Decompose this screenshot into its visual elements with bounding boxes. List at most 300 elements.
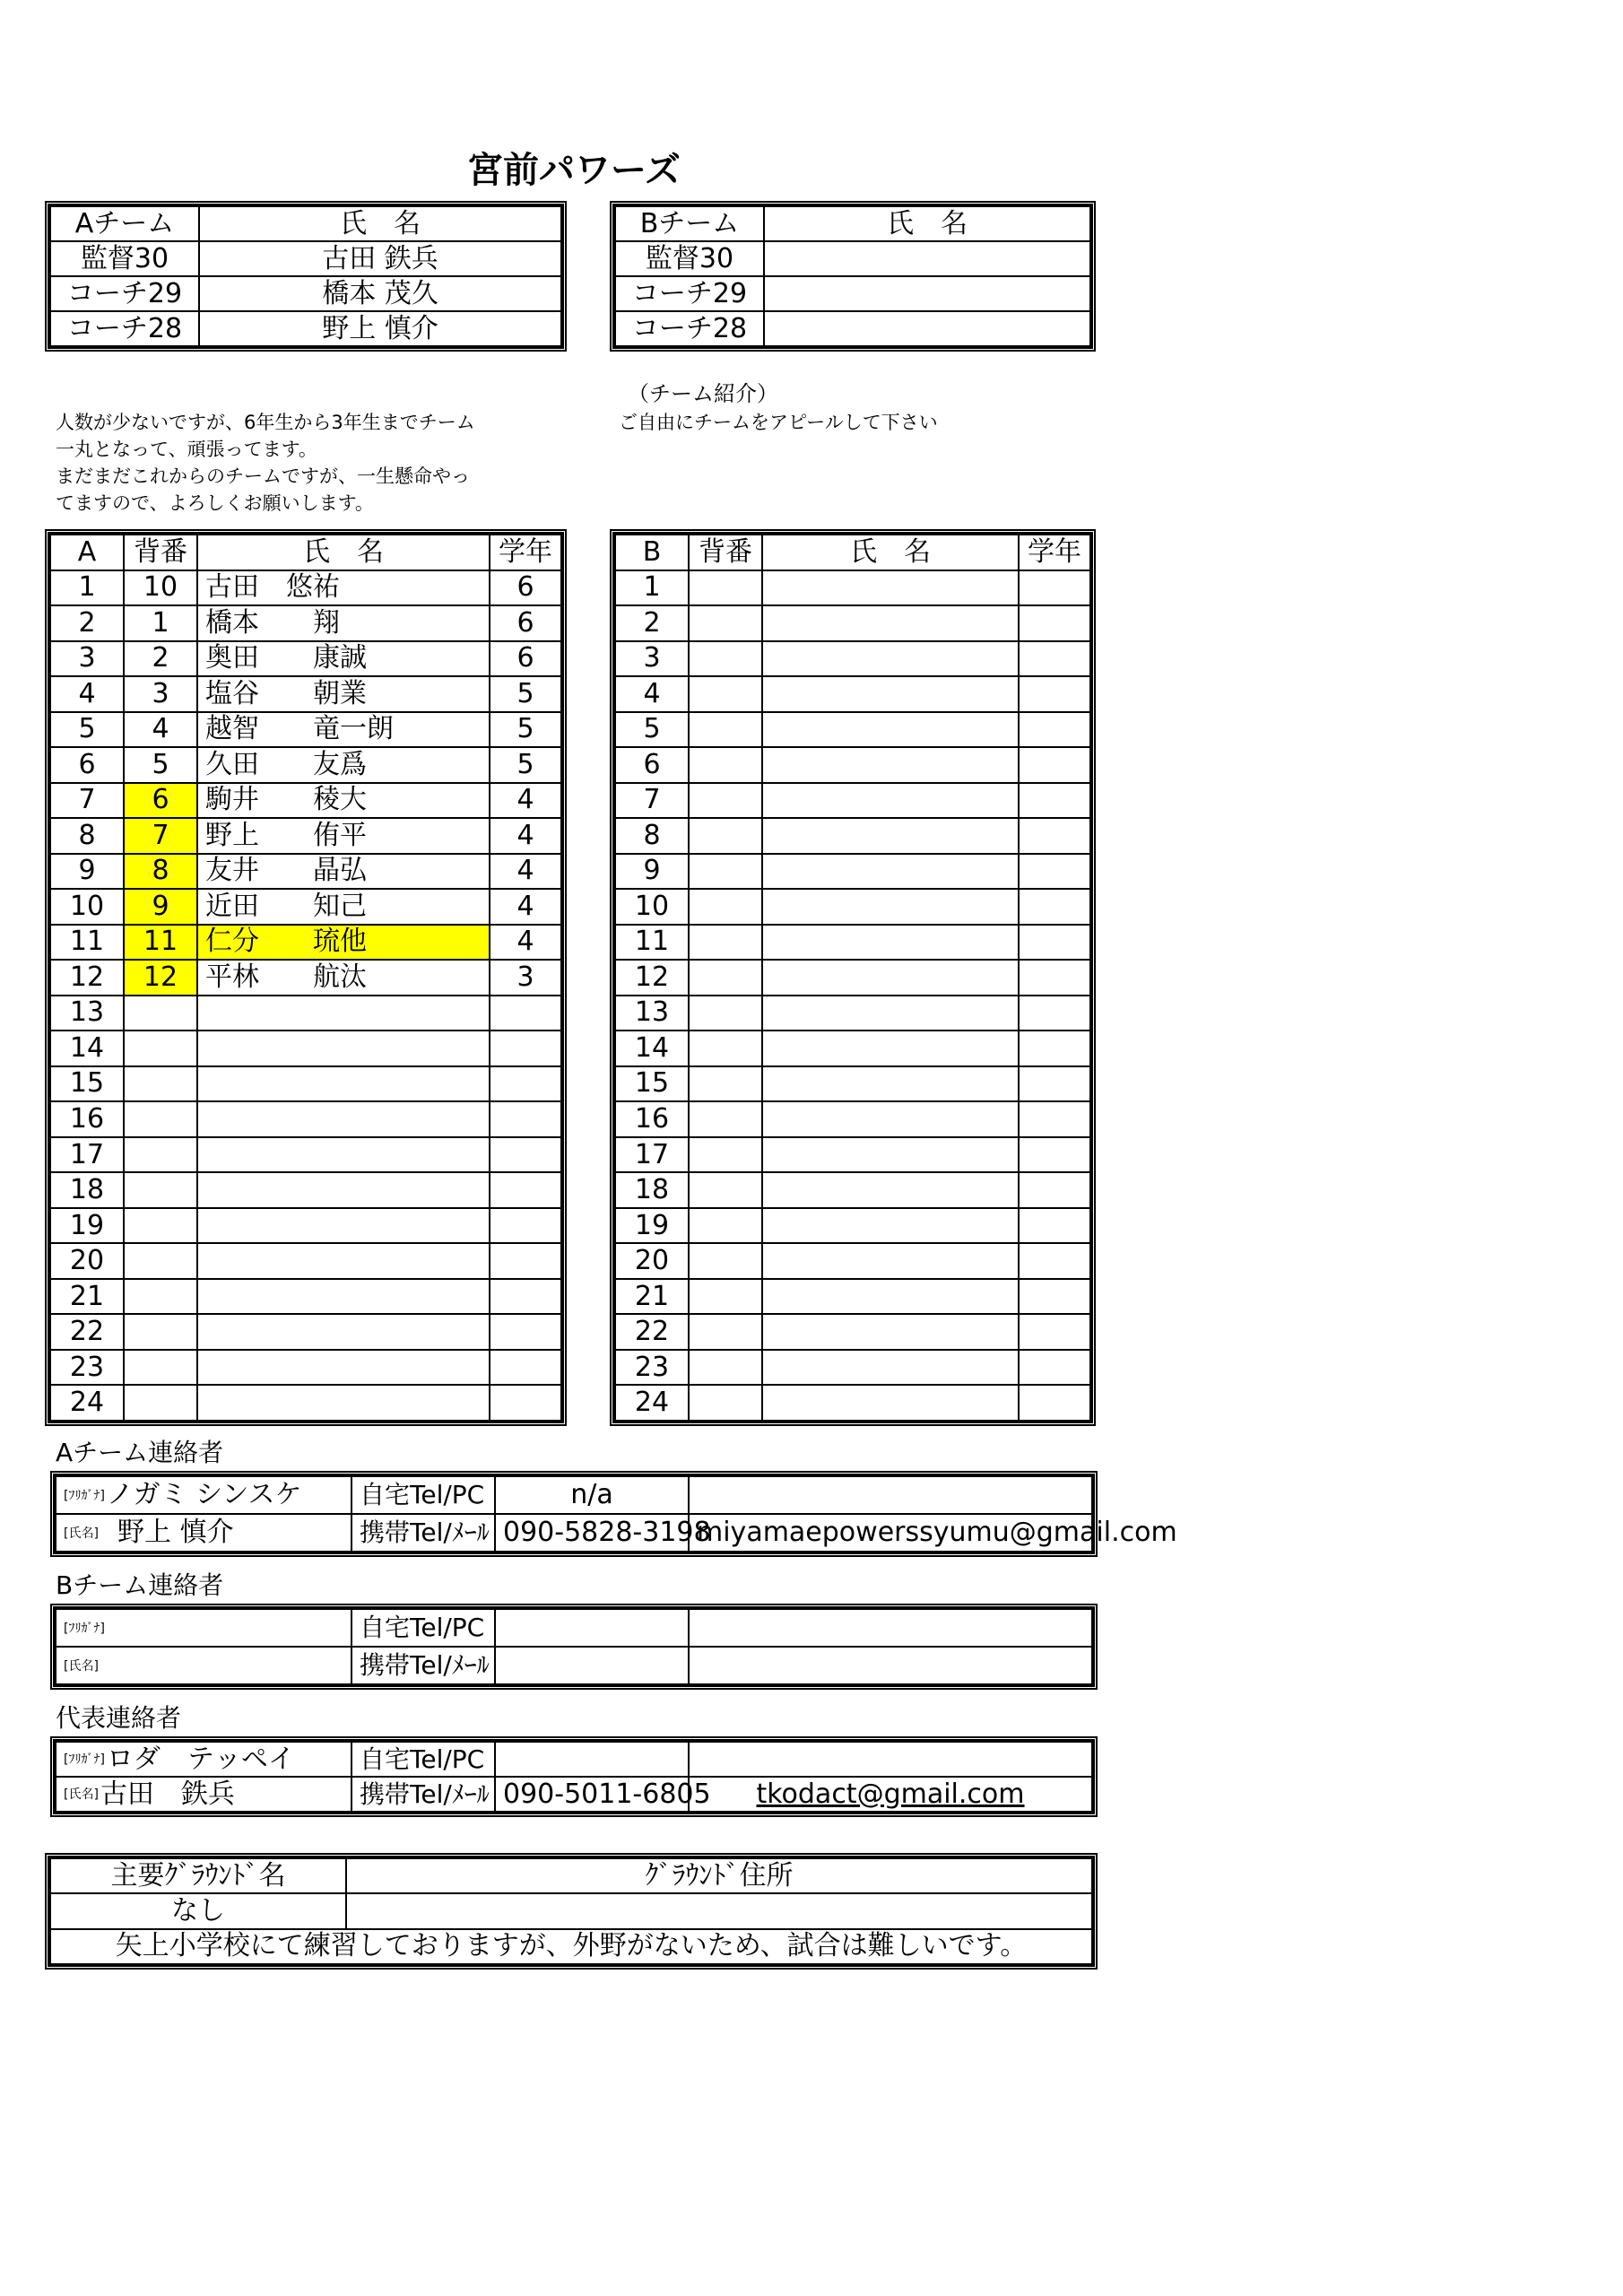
uniform-number [689, 1243, 762, 1279]
player-grade [1019, 925, 1090, 961]
name-label: [氏名] [64, 1787, 99, 1802]
uniform-number [689, 960, 762, 996]
ground-header-name: 主要ｸﾞﾗｳﾝﾄﾞ名 [50, 1858, 346, 1893]
row-number: 8 [50, 818, 124, 854]
row-number: 1 [50, 570, 124, 606]
uniform-number: 9 [124, 889, 197, 925]
roster-b-header-grade: 学年 [1019, 535, 1090, 570]
player-name [762, 1243, 1019, 1279]
staff-a-header-team: Aチーム [50, 206, 199, 241]
roster-row [50, 1066, 561, 1102]
player-name [197, 1031, 490, 1066]
roster-table-b [610, 529, 1096, 1426]
player-grade [490, 1243, 561, 1279]
player-grade [1019, 605, 1090, 641]
roster-a-header-number: 背番 [124, 535, 197, 570]
uniform-number [689, 889, 762, 925]
uniform-number [124, 1385, 197, 1421]
roster-row [50, 712, 561, 748]
player-name: 近田 知己 [197, 889, 490, 925]
roster-row [50, 676, 561, 712]
home-tel-label: 自宅Tel/PC [352, 1609, 495, 1647]
roster-row [50, 1101, 561, 1137]
roster-a-header-grade: 学年 [490, 535, 561, 570]
row-number: 7 [50, 783, 124, 819]
player-name [762, 1066, 1019, 1102]
player-name [197, 1350, 490, 1386]
uniform-number [689, 712, 762, 748]
roster-row [50, 889, 561, 925]
player-grade [1019, 960, 1090, 996]
staff-b-name [764, 276, 1090, 311]
player-name [197, 1066, 490, 1102]
player-name [197, 1101, 490, 1137]
row-number: 22 [50, 1314, 124, 1350]
player-name: 野上 侑平 [197, 818, 490, 854]
ground-table [45, 1853, 1098, 1970]
name-label: [氏名] [64, 1658, 99, 1674]
roster-row [615, 570, 1090, 606]
uniform-number [124, 996, 197, 1031]
row-number: 13 [615, 996, 689, 1031]
roster-row [50, 1137, 561, 1173]
player-name [762, 1101, 1019, 1137]
row-number: 7 [615, 783, 689, 819]
uniform-number [124, 1243, 197, 1279]
row-number: 15 [615, 1066, 689, 1102]
intro-line: 人数が少ないですが、6年生から3年生までチーム [56, 412, 475, 433]
roster-row [50, 1208, 561, 1244]
uniform-number: 2 [124, 641, 197, 677]
staff-b-name [764, 241, 1090, 276]
player-name [762, 605, 1019, 641]
player-grade [1019, 747, 1090, 783]
player-grade [1019, 818, 1090, 854]
contact-table-b [50, 1604, 1098, 1690]
player-name: 越智 竜一朗 [197, 712, 490, 748]
row-number: 18 [50, 1172, 124, 1208]
roster-row [615, 1137, 1090, 1173]
row-number: 14 [615, 1031, 689, 1066]
contact-rep-email[interactable]: tkodact@gmail.com [756, 1778, 1025, 1810]
contact-rep-mobile: 090-5011-6805 [495, 1777, 689, 1812]
mobile-label: 携帯Tel/ﾒｰﾙ [352, 1647, 495, 1684]
row-number: 11 [50, 925, 124, 961]
uniform-number [124, 1314, 197, 1350]
player-name [762, 1350, 1019, 1386]
uniform-number [689, 1385, 762, 1421]
furigana-label: [ﾌﾘｶﾞﾅ] [64, 1752, 105, 1767]
roster-row [615, 925, 1090, 961]
player-name: 友井 晶弘 [197, 854, 490, 890]
uniform-number [124, 1350, 197, 1386]
furigana-label: [ﾌﾘｶﾞﾅ] [64, 1488, 105, 1503]
player-grade: 4 [490, 889, 561, 925]
player-name [762, 996, 1019, 1031]
team-intro-b-text: ご自由にチームをアピールして下さい [619, 412, 938, 433]
player-grade [490, 1137, 561, 1173]
contact-b-email [689, 1647, 1092, 1684]
player-name: 塩谷 朝業 [197, 676, 490, 712]
contact-b-home [495, 1609, 689, 1647]
row-number: 20 [50, 1243, 124, 1279]
uniform-number [689, 854, 762, 890]
roster-row [50, 570, 561, 606]
player-name: 仁分 琉他 [197, 925, 490, 961]
roster-a-header-team: A [50, 535, 124, 570]
roster-row [50, 641, 561, 677]
ground-header-address: ｸﾞﾗｳﾝﾄﾞ住所 [346, 1858, 1092, 1893]
uniform-number [689, 1137, 762, 1173]
row-number: 14 [50, 1031, 124, 1066]
player-grade [1019, 1314, 1090, 1350]
roster-row [615, 818, 1090, 854]
staff-a-name: 橋本 茂久 [199, 276, 561, 311]
row-number: 9 [50, 854, 124, 890]
player-grade [490, 1314, 561, 1350]
player-grade [490, 1101, 561, 1137]
uniform-number: 11 [124, 925, 197, 961]
player-name: 古田 悠祐 [197, 570, 490, 606]
contact-table-rep [50, 1736, 1098, 1817]
roster-row [615, 605, 1090, 641]
player-name [197, 1208, 490, 1244]
roster-row [50, 1350, 561, 1386]
player-name [762, 1208, 1019, 1244]
player-name [762, 712, 1019, 748]
contact-rep-furigana: ロダ テッペイ [106, 1743, 295, 1775]
contact-rep-name: 古田 鉄兵 [100, 1778, 235, 1810]
row-number: 15 [50, 1066, 124, 1102]
player-grade [490, 1385, 561, 1421]
uniform-number [124, 1137, 197, 1173]
player-grade: 5 [490, 676, 561, 712]
player-name [197, 1385, 490, 1421]
uniform-number: 10 [124, 570, 197, 606]
player-name [762, 818, 1019, 854]
player-name [762, 889, 1019, 925]
uniform-number: 5 [124, 747, 197, 783]
team-intro-b-heading: （チーム紹介） [628, 381, 778, 406]
roster-row [615, 1314, 1090, 1350]
player-grade [1019, 1031, 1090, 1066]
uniform-number [689, 783, 762, 819]
player-grade [490, 1031, 561, 1066]
contact-rep-home-extra [689, 1742, 1092, 1777]
roster-row [50, 996, 561, 1031]
staff-b-name [764, 311, 1090, 346]
contact-table-a [50, 1471, 1177, 1557]
player-grade [1019, 1279, 1090, 1315]
player-name [762, 1385, 1019, 1421]
player-name [762, 676, 1019, 712]
player-grade [1019, 1385, 1090, 1421]
row-number: 24 [50, 1385, 124, 1421]
player-grade: 4 [490, 783, 561, 819]
intro-line: てますので、よろしくお願いします。 [56, 492, 374, 514]
player-name [762, 641, 1019, 677]
roster-row [615, 676, 1090, 712]
player-grade: 4 [490, 818, 561, 854]
player-grade [1019, 1243, 1090, 1279]
player-name [762, 960, 1019, 996]
uniform-number [689, 1350, 762, 1386]
row-number: 21 [50, 1279, 124, 1315]
player-grade: 6 [490, 641, 561, 677]
roster-row [50, 1243, 561, 1279]
row-number: 10 [50, 889, 124, 925]
contact-b-heading: Bチーム連絡者 [56, 1570, 224, 1600]
row-number: 6 [50, 747, 124, 783]
staff-a-name: 野上 慎介 [199, 311, 561, 346]
contact-rep-heading: 代表連絡者 [56, 1703, 182, 1733]
contact-rep-home [495, 1742, 689, 1777]
staff-a-role: コーチ29 [50, 276, 199, 311]
player-name [762, 570, 1019, 606]
player-grade: 5 [490, 712, 561, 748]
home-tel-label: 自宅Tel/PC [352, 1476, 495, 1514]
uniform-number [124, 1208, 197, 1244]
row-number: 11 [615, 925, 689, 961]
player-name: 駒井 稜大 [197, 783, 490, 819]
row-number: 8 [615, 818, 689, 854]
player-name [762, 1172, 1019, 1208]
roster-row [615, 641, 1090, 677]
roster-row [615, 1279, 1090, 1315]
player-name [762, 1314, 1019, 1350]
uniform-number [689, 641, 762, 677]
player-grade [1019, 1172, 1090, 1208]
player-grade [1019, 1137, 1090, 1173]
row-number: 21 [615, 1279, 689, 1315]
roster-row [50, 1031, 561, 1066]
uniform-number [689, 1101, 762, 1137]
staff-b-role: コーチ28 [615, 311, 764, 346]
player-grade [1019, 676, 1090, 712]
uniform-number [124, 1031, 197, 1066]
staff-a-role: コーチ28 [50, 311, 199, 346]
roster-row [50, 1385, 561, 1421]
contact-a-email: miyamaepowerssyumu@gmail.com [689, 1514, 1092, 1552]
contact-a-name: 野上 慎介 [117, 1517, 234, 1548]
player-grade [1019, 1101, 1090, 1137]
contact-a-mobile: 090-5828-3198 [495, 1514, 689, 1552]
row-number: 17 [615, 1137, 689, 1173]
intro-line: まだまだこれからのチームですが、一生懸命やっ [56, 465, 470, 487]
uniform-number: 8 [124, 854, 197, 890]
roster-row [615, 996, 1090, 1031]
uniform-number [689, 676, 762, 712]
team-intro-a [56, 409, 576, 517]
row-number: 2 [50, 605, 124, 641]
name-label: [氏名] [64, 1526, 99, 1541]
ground-name: なし [50, 1893, 346, 1928]
staff-table-a [45, 201, 567, 352]
mobile-label: 携帯Tel/ﾒｰﾙ [352, 1514, 495, 1552]
player-name: 平林 航汰 [197, 960, 490, 996]
player-grade [490, 1208, 561, 1244]
row-number: 12 [615, 960, 689, 996]
ground-note: 矢上小学校にて練習しておりますが、外野がないため、試合は難しいです。 [50, 1929, 1092, 1964]
uniform-number [689, 925, 762, 961]
uniform-number: 4 [124, 712, 197, 748]
staff-a-role: 監督30 [50, 241, 199, 276]
row-number: 19 [615, 1208, 689, 1244]
row-number: 23 [615, 1350, 689, 1386]
player-grade [490, 1279, 561, 1315]
player-grade [1019, 854, 1090, 890]
roster-b-header-name: 氏 名 [762, 535, 1019, 570]
uniform-number [689, 605, 762, 641]
staff-table-b [610, 201, 1096, 352]
uniform-number [689, 818, 762, 854]
row-number: 4 [615, 676, 689, 712]
row-number: 9 [615, 854, 689, 890]
row-number: 5 [615, 712, 689, 748]
row-number: 13 [50, 996, 124, 1031]
roster-row [615, 783, 1090, 819]
player-name [197, 1279, 490, 1315]
row-number: 18 [615, 1172, 689, 1208]
ground-address [346, 1893, 1092, 1928]
roster-row [615, 1208, 1090, 1244]
row-number: 5 [50, 712, 124, 748]
uniform-number [689, 1314, 762, 1350]
player-name: 久田 友爲 [197, 747, 490, 783]
player-name [762, 1137, 1019, 1173]
roster-row [615, 747, 1090, 783]
player-name [762, 854, 1019, 890]
roster-row [615, 960, 1090, 996]
player-name [197, 1137, 490, 1173]
roster-row [50, 854, 561, 890]
roster-row [615, 889, 1090, 925]
row-number: 22 [615, 1314, 689, 1350]
staff-a-name: 古田 鉄兵 [199, 241, 561, 276]
roster-b-header-team: B [615, 535, 689, 570]
roster-row [615, 1243, 1090, 1279]
roster-row [50, 818, 561, 854]
uniform-number [124, 1279, 197, 1315]
uniform-number [124, 1172, 197, 1208]
row-number: 4 [50, 676, 124, 712]
row-number: 20 [615, 1243, 689, 1279]
row-number: 17 [50, 1137, 124, 1173]
player-grade: 3 [490, 960, 561, 996]
row-number: 2 [615, 605, 689, 641]
player-grade [1019, 570, 1090, 606]
roster-table-a [45, 529, 567, 1426]
player-name: 奥田 康誠 [197, 641, 490, 677]
uniform-number [124, 1066, 197, 1102]
uniform-number [124, 1101, 197, 1137]
player-grade: 4 [490, 925, 561, 961]
uniform-number [689, 996, 762, 1031]
uniform-number: 1 [124, 605, 197, 641]
player-grade [1019, 889, 1090, 925]
uniform-number [689, 747, 762, 783]
uniform-number [689, 1208, 762, 1244]
player-grade [1019, 641, 1090, 677]
uniform-number: 7 [124, 818, 197, 854]
roster-row [615, 1066, 1090, 1102]
player-grade [1019, 712, 1090, 748]
contact-b-home-extra [689, 1609, 1092, 1647]
staff-b-header-name: 氏 名 [764, 206, 1090, 241]
contact-a-heading: Aチーム連絡者 [56, 1438, 224, 1467]
player-grade [1019, 996, 1090, 1031]
page-title: 宮前パワーズ [467, 150, 681, 191]
player-name [762, 1031, 1019, 1066]
row-number: 19 [50, 1208, 124, 1244]
player-name [762, 747, 1019, 783]
contact-a-furigana: ノガミ シンスケ [106, 1479, 302, 1510]
roster-row [50, 1314, 561, 1350]
staff-b-header-team: Bチーム [615, 206, 764, 241]
uniform-number [689, 1279, 762, 1315]
roster-row [50, 783, 561, 819]
player-name: 橋本 翔 [197, 605, 490, 641]
player-grade [1019, 783, 1090, 819]
mobile-label: 携帯Tel/ﾒｰﾙ [352, 1777, 495, 1812]
player-grade: 6 [490, 605, 561, 641]
uniform-number [689, 1031, 762, 1066]
staff-a-header-name: 氏 名 [199, 206, 561, 241]
player-name [762, 925, 1019, 961]
player-name [197, 1314, 490, 1350]
player-grade [490, 1350, 561, 1386]
uniform-number [689, 570, 762, 606]
uniform-number [689, 1172, 762, 1208]
roster-row [615, 1172, 1090, 1208]
staff-b-role: 監督30 [615, 241, 764, 276]
player-name [762, 1279, 1019, 1315]
roster-row [50, 960, 561, 996]
row-number: 23 [50, 1350, 124, 1386]
row-number: 16 [615, 1101, 689, 1137]
player-name [197, 996, 490, 1031]
roster-row [615, 1350, 1090, 1386]
contact-a-home: n/a [495, 1476, 689, 1514]
roster-row [50, 1279, 561, 1315]
uniform-number [689, 1066, 762, 1102]
row-number: 1 [615, 570, 689, 606]
home-tel-label: 自宅Tel/PC [352, 1742, 495, 1777]
uniform-number: 6 [124, 783, 197, 819]
roster-row [615, 1031, 1090, 1066]
player-grade [1019, 1066, 1090, 1102]
player-name [762, 783, 1019, 819]
row-number: 10 [615, 889, 689, 925]
contact-a-home-extra [689, 1476, 1092, 1514]
roster-b-header-number: 背番 [689, 535, 762, 570]
player-grade [490, 996, 561, 1031]
roster-row [50, 747, 561, 783]
furigana-label: [ﾌﾘｶﾞﾅ] [64, 1621, 105, 1636]
player-grade [1019, 1208, 1090, 1244]
roster-a-header-name: 氏 名 [197, 535, 490, 570]
row-number: 24 [615, 1385, 689, 1421]
contact-b-mobile [495, 1647, 689, 1684]
roster-row [50, 1172, 561, 1208]
roster-row [50, 605, 561, 641]
player-grade: 5 [490, 747, 561, 783]
intro-line: 一丸となって、頑張ってます。 [56, 439, 317, 460]
uniform-number: 3 [124, 676, 197, 712]
player-grade [1019, 1350, 1090, 1386]
player-grade [490, 1066, 561, 1102]
roster-row [615, 712, 1090, 748]
